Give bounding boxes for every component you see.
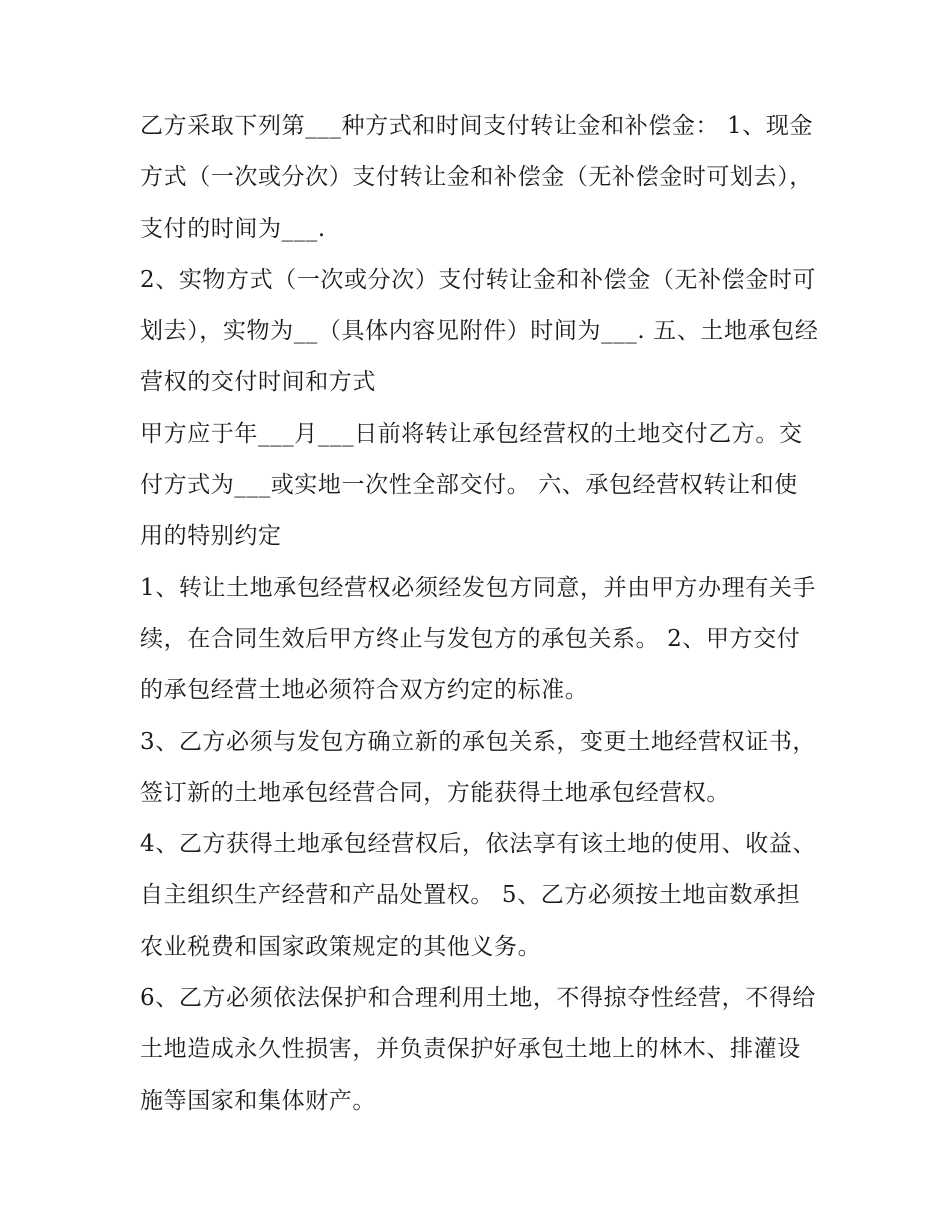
- paragraph-delivery-time: 甲方应于年___月___日前将转让承包经营权的土地交付乙方。交付方式为___或实地一次性全部交付。 六、承包经营权转让和使用的特别约定: [140, 420, 803, 550]
- paragraph-payment-method-goods: 2、实物方式（一次或分次）支付转让金和补偿金（无补偿金时可划去），实物为__（具体内容见附件）时间为___. 五、土地承包经营权的交付时间和方式: [140, 266, 819, 396]
- paragraph-payment-method-cash: 乙方采取下列第___种方式和时间支付转让金和补偿金： 1、现金方式（一次或分次）支付转让金和补偿金（无补偿金时可划去），支付的时间为___.: [140, 113, 814, 242]
- paragraph-clause-4-5: 4、乙方获得土地承包经营权后，依法享有该土地的使用、收益、自主组织生产经营和产品处置权。 5、乙方必须按土地亩数承担农业税费和国家政策规定的其他义务。: [140, 831, 817, 960]
- paragraph-clause-3: 3、乙方必须与发包方确立新的承包关系，变更土地经营权证书，签订新的土地承包经营合同，方能获得土地承包经营权。: [140, 728, 817, 806]
- paragraph-clause-1-2: 1、转让土地承包经营权必须经发包方同意，并由甲方办理有关手续，在合同生效后甲方终止与发包方的承包关系。 2、甲方交付的承包经营土地必须符合双方约定的标准。: [140, 574, 817, 704]
- paragraph-clause-6: 6、乙方必须依法保护和合理利用土地，不得掠夺性经营，不得给土地造成永久性损害，并负责保护好承包土地上的林木、排灌设施等国家和集体财产。: [140, 985, 817, 1114]
- document-body: [140, 101, 820, 1127]
